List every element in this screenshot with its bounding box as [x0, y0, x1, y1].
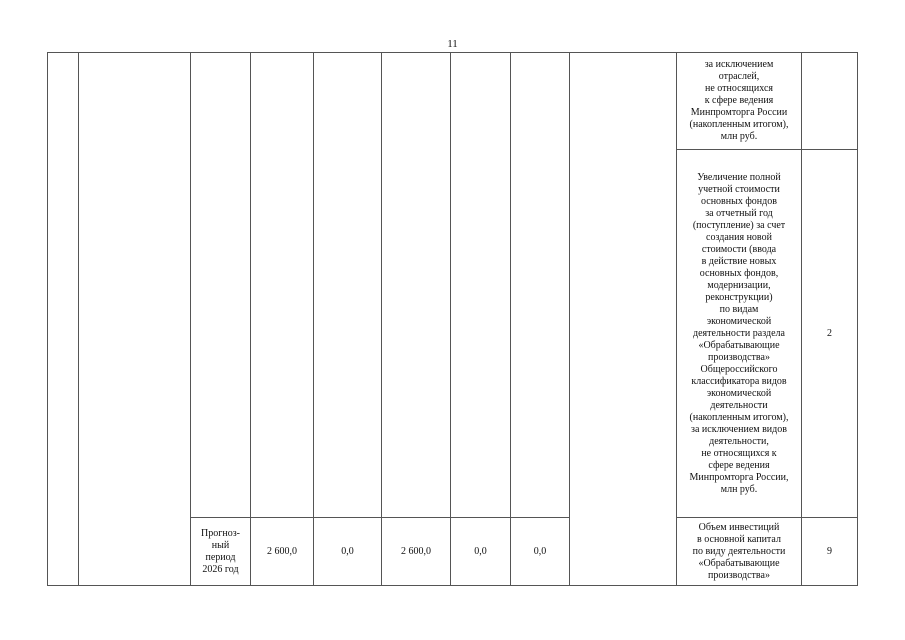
- empty-cell-value-1: [251, 53, 314, 518]
- page-number: 11: [447, 38, 458, 50]
- value-cell: 0,0: [451, 518, 511, 586]
- period-cell: Прогноз- ный период 2026 год: [191, 518, 251, 586]
- empty-cell-value-3: [382, 53, 451, 518]
- indicator-code-cell: 2: [802, 150, 858, 518]
- empty-cell-value-4: [451, 53, 511, 518]
- empty-cell-value-2: [314, 53, 382, 518]
- empty-cell-period: [191, 53, 251, 518]
- empty-cell-value-5: [511, 53, 570, 518]
- empty-cell-responsible: [570, 53, 677, 586]
- indicator-cell: за исключением отраслей, не относящихся к сфере ведения Минпромторга России (накопленным итогом), млн руб.: [677, 53, 802, 150]
- indicator-code-cell: [802, 53, 858, 150]
- indicator-code-cell: 9: [802, 518, 858, 586]
- value-cell: 0,0: [314, 518, 382, 586]
- indicator-cell: Объем инвестиций в основной капитал по виду деятельности «Обрабатывающие производства»: [677, 518, 802, 586]
- indicator-cell: Увеличение полной учетной стоимости основных фондов за отчетный год (поступление) за счет создания новой стоимости (ввода в действие новых основных фондов, модернизации, реконструкции) по видам экономической деятельности раздела «Обрабатывающие производства» Общероссийского классификатора видов экономической деятельности (накопленным итогом), за исключением видов деятельности, не относящихся к сфере ведения Минпромторга России, млн руб.: [677, 150, 802, 518]
- empty-cell-name: [79, 53, 191, 586]
- value-cell: 0,0: [511, 518, 570, 586]
- value-cell: 2 600,0: [382, 518, 451, 586]
- data-table: [47, 52, 858, 586]
- table-row: [48, 53, 858, 150]
- value-cell: 2 600,0: [251, 518, 314, 586]
- empty-cell-number: [48, 53, 79, 586]
